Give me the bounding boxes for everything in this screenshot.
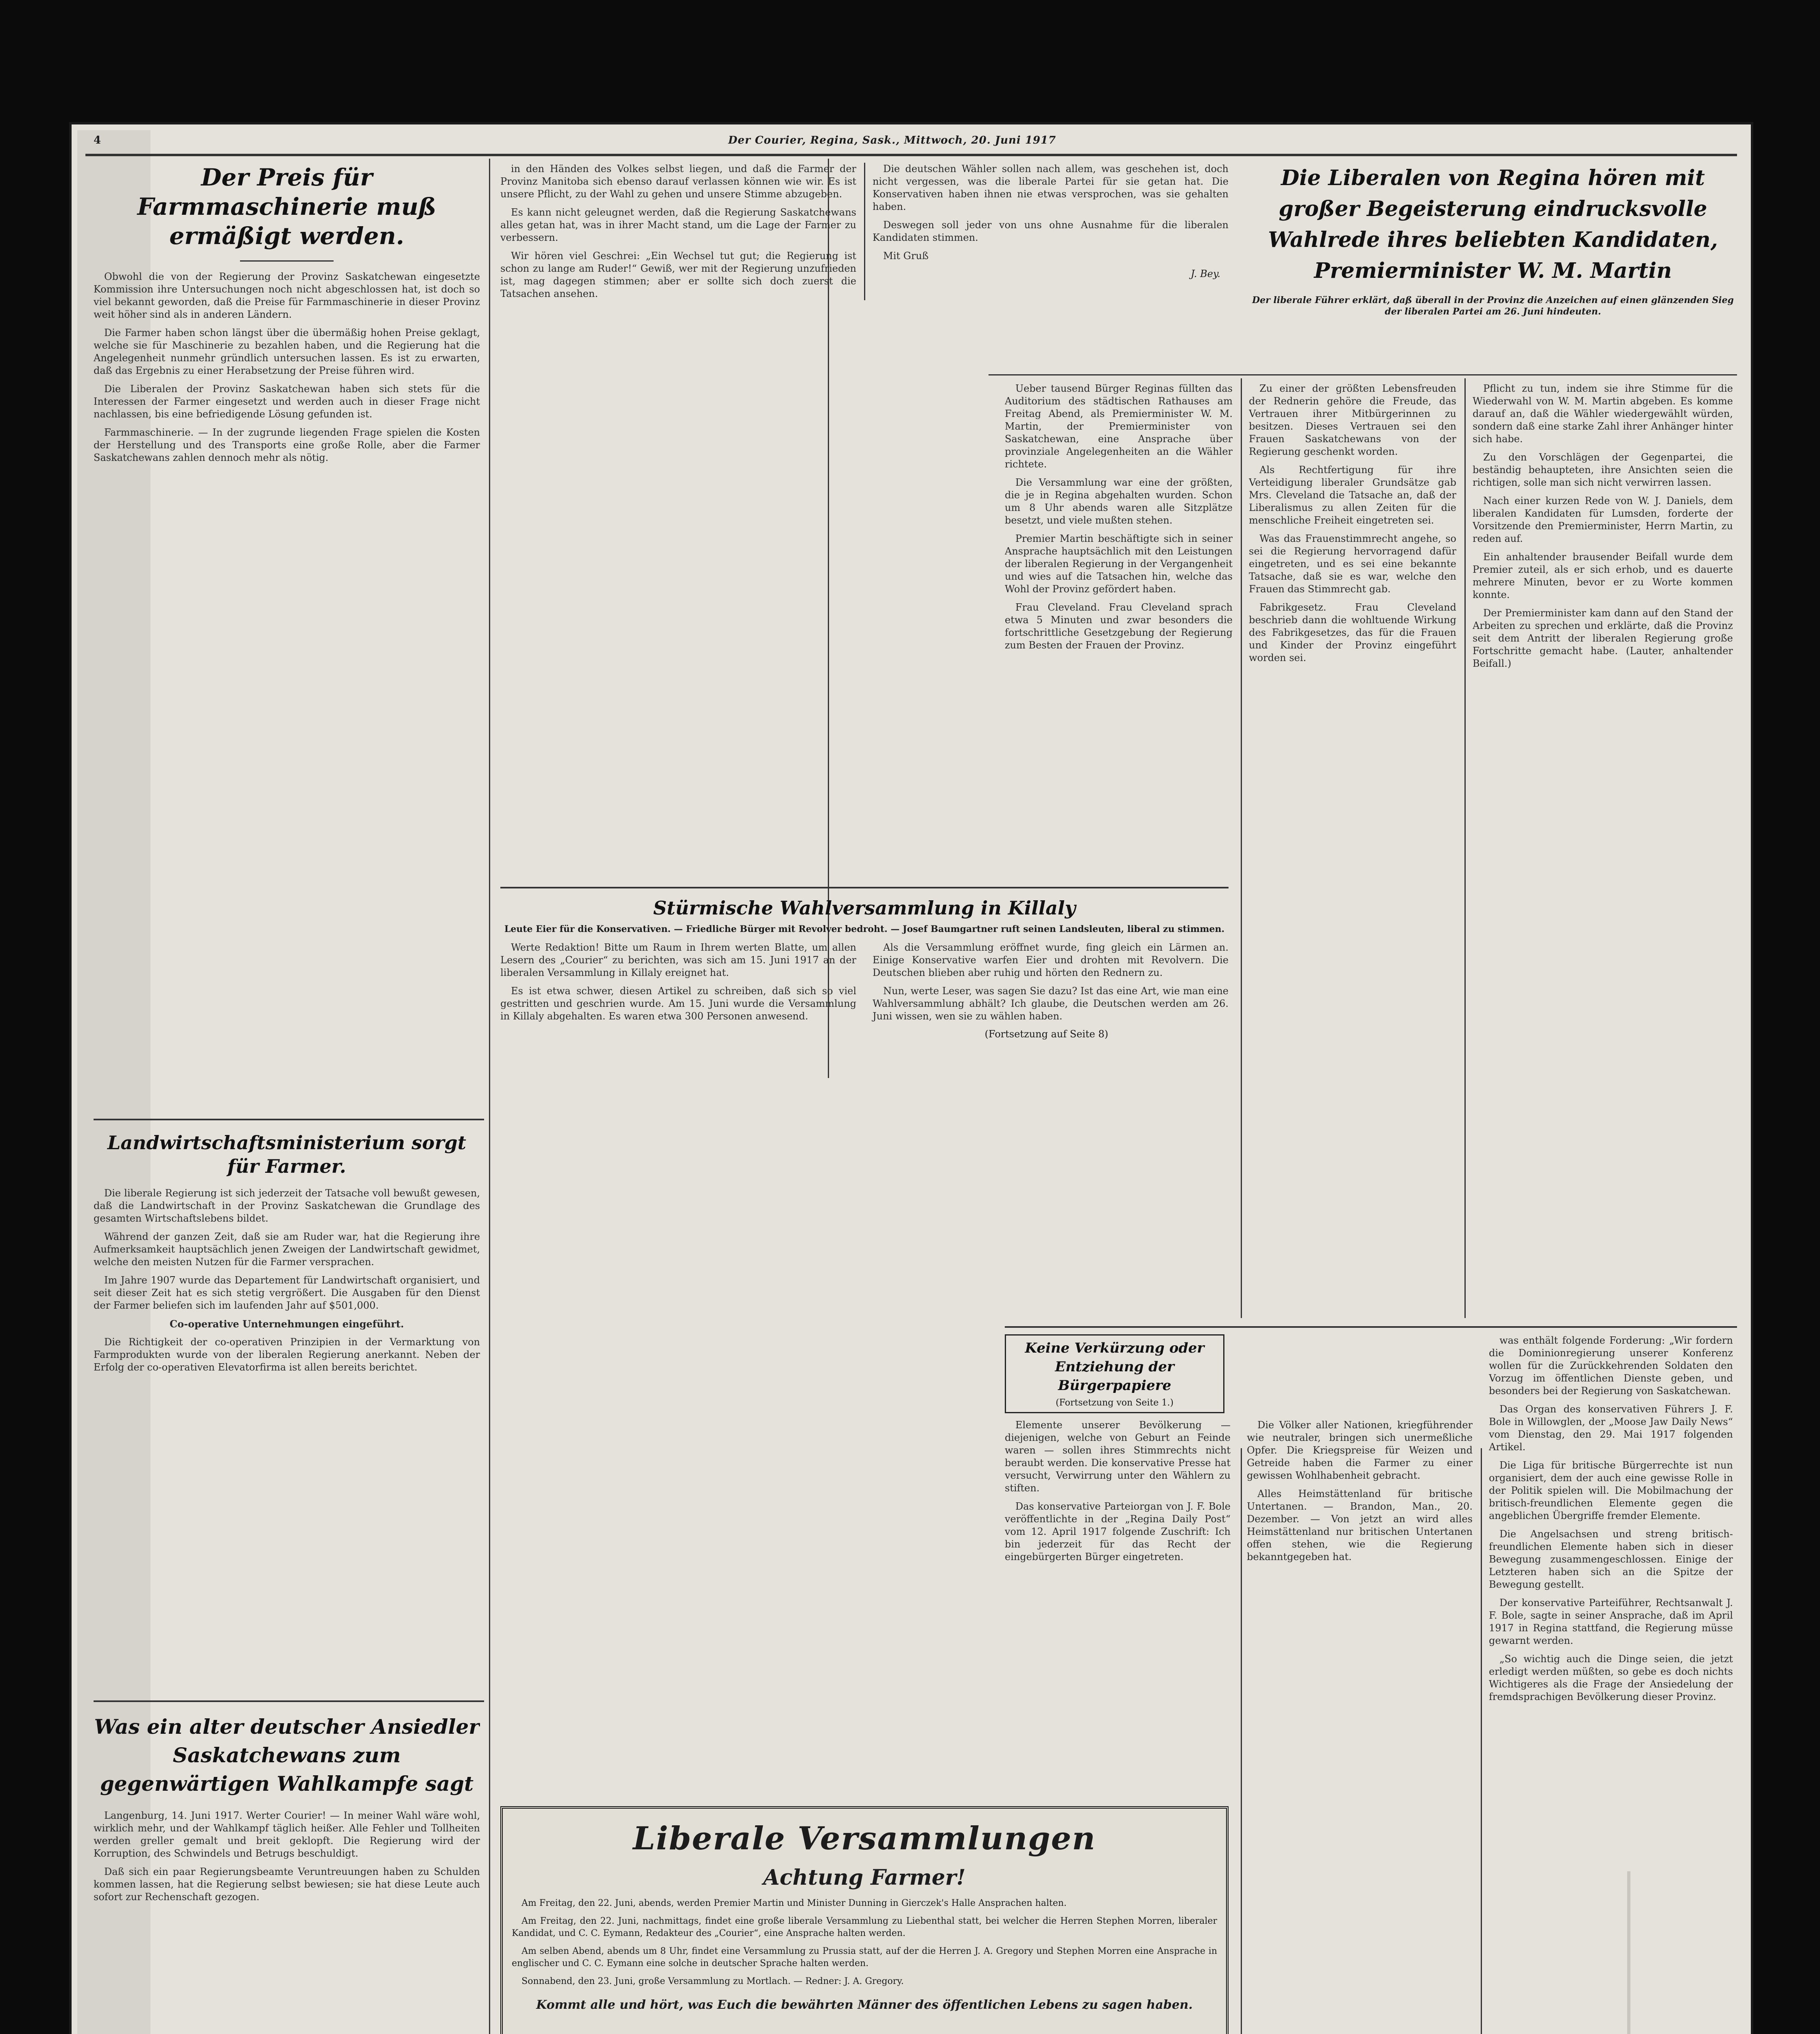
naturalization-article bbox=[1005, 1334, 1473, 2034]
paragraph: Nun, werte Leser, was sagen Sie dazu? Ist das eine Art, wie man eine Wahlversammlung abhält? Ich glaube, die Deutschen werden am 26. Juni wissen, wen sie zu wählen haben. bbox=[873, 985, 1229, 1022]
top-rule bbox=[85, 154, 1737, 156]
headline: Stürmische Wahlversammlung in Killaly bbox=[653, 897, 1076, 919]
paragraph: Das konservative Parteiorgan von J. F. Bole veröffentlichte in der „Regina Daily Post“ vom 12. April 1917 folgende Zuschrift: Ich bin jederzeit für das Recht der eingebürgerten Bürger eingetreten. bbox=[1005, 1501, 1231, 1563]
page-number: 4 bbox=[94, 134, 101, 146]
paragraph: was enthält folgende Forderung: „Wir fordern die Dominionregierung unserer Konferenz wollen für die Zurückkehrenden Soldaten den Vorzug im öffentlichen Dienste geben, und besonders bei der Regierung von Saskatchewan. bbox=[1489, 1335, 1733, 1397]
paragraph: „So wichtig auch die Dinge seien, die jetzt erledigt werden müßten, so gebe es doch nichts Wichtigeres als die Frage der Ansiedelung der fremdsprachigen Bevölkerung dieser Provinz. bbox=[1489, 1653, 1733, 1702]
paragraph: Langenburg, 14. Juni 1917. Werter Courier! — In meiner Wahl wäre wohl, wirklich mehr, und der Wahlkampf täglich heißer. Alle Fehler und Tollheiten werden greller gemalt und breit geklopft. Die Regierung wird der Korruption, des Schwindels und Betrugs beschuldigt. bbox=[94, 1810, 480, 1859]
settler-article bbox=[94, 1713, 480, 2034]
paragraph: Die Liga für britische Bürgerrechte ist nun organisiert, dem der auch eine gewisse Rolle in der Politik spielen will. Die Mobilmachung der britisch-freundlichen Elemente gegen die angeblichen Übergriffe fremder Elemente. bbox=[1489, 1460, 1733, 1521]
ministry-article bbox=[94, 1131, 480, 1652]
box-title: Liberale Versammlungen bbox=[633, 1820, 1096, 1857]
paragraph: Als die Versammlung eröffnet wurde, fing gleich ein Lärmen an. Einige Konservative warfen Eier und drohten mit Revolvern. Die Deutschen blieben aber ruhig und hörten den Rednern zu. bbox=[873, 942, 1229, 978]
column-rule bbox=[489, 159, 490, 2034]
paragraph: Obwohl die von der Regierung der Provinz Saskatchewan eingesetzte Kommission ihre Untersuchungen noch nicht abgeschlossen hat, ist doch so viel bekannt geworden, daß die Preise für Farmmaschinerie in dieser Provinz weit höher sind als in anderen Ländern. bbox=[94, 271, 480, 320]
paragraph: Premier Martin beschäftigte sich in seiner Ansprache hauptsächlich mit den Leistungen der liberalen Regierung in der Vergangenheit und wies auf die Tatsachen hin, welche das Wohl der Provinz gefördert haben. bbox=[1005, 533, 1233, 595]
paragraph: Was das Frauenstimmrecht angehe, so sei die Regierung hervorragend dafür eingetreten, und es sei eine bekannte Tatsache, daß sie es war, welche den Frauen das Stimmrecht gab. bbox=[1249, 533, 1456, 595]
farm-article bbox=[94, 163, 480, 1115]
paragraph: Wir hören viel Geschrei: „Ein Wechsel tut gut; die Regierung ist schon zu lange am Ruder!“ Gewiß, wer mit der Regierung unzufrieden ist, mag dagegen stimmen; aber er sollte sich doch zuerst die Tatsachen ansehen. bbox=[500, 250, 856, 299]
signature: J. Bey. bbox=[1191, 268, 1220, 279]
martin-col-3 bbox=[1473, 382, 1733, 1318]
headline: Landwirtschaftsministerium sorgt für Farmer. bbox=[107, 1132, 466, 1177]
subheading: Co-operative Unternehmungen eingeführt. bbox=[170, 1318, 404, 1330]
paragraph: Während der ganzen Zeit, daß sie am Ruder war, hat die Regierung ihre Aufmerksamkeit hauptsächlich jenen Zweigen der Landwirtschaft gewidmet, welche den meisten Nutzen für die Farmer versprachen. bbox=[94, 1231, 480, 1268]
divider bbox=[94, 1119, 484, 1120]
paragraph: Zu den Vorschlägen der Gegenpartei, die beständig behaupteten, ihre Ansichten seien die richtigen, solle man sich nicht verwirren lassen. bbox=[1473, 452, 1733, 488]
paragraph: Ein anhaltender brausender Beifall wurde dem Premier zuteil, als er sich erhob, und es dauerte mehrere Minuten, bevor er zu Worte kommen konnte. bbox=[1473, 551, 1733, 600]
paragraph: Alles Heimstättenland für britische Untertanen. — Brandon, Man., 20. Dezember. — Von jetzt an wird alles Heimstättenland nur britischen Untertanen offen stehen, wie die Regierung bekanntgegeben hat. bbox=[1247, 1488, 1473, 1563]
paragraph: Die Angelsachsen und streng britisch-freundlichen Elemente haben sich in dieser Bewegung zusammengeschlossen. Einige der Letzteren haben sich an die Spitze der Bewegung gestellt. bbox=[1489, 1528, 1733, 1590]
headline: Die Liberalen von Regina hören mit großer Begeisterung eindrucksvolle Wahlrede ihres beliebten Kandidaten, Premierminister W. M. Martin bbox=[1268, 166, 1718, 283]
paragraph: Nach einer kurzen Rede von W. J. Daniels, dem liberalen Kandidaten für Lumsden, forderte der Vorsitzende den Premierminister, Herrn Martin, zu reden auf. bbox=[1473, 495, 1733, 544]
headline-box bbox=[1005, 1334, 1224, 1413]
paragraph: Am selben Abend, abends um 8 Uhr, findet eine Versammlung zu Prussia statt, auf der die Herren J. A. Gregory und Stephen Morren eine Ansprache in englischer und C. C. Eymann eine solche in deutscher Sprache halten werden. bbox=[512, 1946, 1217, 1969]
paragraph: Elemente unserer Bevölkerung — diejenigen, welche von Geburt an Feinde waren — sollen ihres Stimmrechts nicht beraubt werden. Die konservative Presse hat versucht, Verwirrung unter den Wählern zu stiften. bbox=[1005, 1419, 1231, 1494]
paragraph: Die Richtigkeit der co-operativen Prinzipien in der Vermarktung von Farmprodukten wurde von der liberalen Regierung anerkannt. Neben der Erfolg der co-operativen Elevatorfirma ist allen bereits berichtet. bbox=[94, 1336, 480, 1373]
paragraph: Die deutschen Wähler sollen nach allem, was geschehen ist, doch nicht vergessen, was die liberale Partei für sie getan hat. Die Konservativen haben ihnen nie etwas versprochen, was sie gehalten haben. bbox=[873, 163, 1229, 212]
subhead: Leute Eier für die Konservativen. — Friedliche Bürger mit Revolver bedroht. — Josef Baumgartner ruft seinen Landsleuten, liberal zu stimmen. bbox=[504, 924, 1225, 934]
paragraph: Mit Gruß bbox=[883, 250, 929, 262]
paragraph: Als Rechtfertigung für ihre Verteidigung liberaler Grundsätze gab Mrs. Cleveland die Tatsache an, daß der Liberalismus zu allen Zeiten für die menschliche Freiheit eingetreten sei. bbox=[1249, 464, 1456, 526]
column-rule bbox=[1464, 378, 1466, 1318]
british-league-article bbox=[1489, 1334, 1733, 2034]
paragraph: Am Freitag, den 22. Juni, nachmittags, findet eine große liberale Versammlung zu Liebenthal statt, bei welcher die Herren Stephen Morren, liberaler Kandidat, und C. C. Eymann, Redakteur des „Courier“, eine Ansprache halten werden. bbox=[512, 1916, 1217, 1938]
paragraph: Es ist etwa schwer, diesen Artikel zu schreiben, daß sich so viel gestritten und geschrien wurde. Am 15. Juni wurde die Versammlung in Killaly abgehalten. Es waren etwa 300 Personen anwesend. bbox=[500, 985, 856, 1022]
headline: Was ein alter deutscher Ansiedler Saskatchewans zum gegenwärtigen Wahlkampfe sagt bbox=[94, 1715, 480, 1796]
column-rule bbox=[1241, 378, 1242, 1318]
paragraph: Die Versammlung war eine der größten, die je in Regina abgehalten wurden. Schon um 8 Uhr abends waren alle Sitzplätze besetzt, und viele mußten stehen. bbox=[1005, 477, 1233, 526]
divider bbox=[94, 1700, 484, 1702]
continued-note: (Fortsetzung auf Seite 8) bbox=[984, 1028, 1109, 1040]
paragraph: Am Freitag, den 22. Juni, abends, werden Premier Martin und Minister Dunning in Gierczek's Halle Ansprachen halten. bbox=[522, 1898, 1067, 1908]
paragraph: Die liberale Regierung ist sich jederzeit der Tatsache voll bewußt gewesen, daß die Landwirtschaft in der Provinz Saskatchewan die Grundlage des gesamten Wirtschaftslebens bildet. bbox=[94, 1187, 480, 1224]
masthead bbox=[94, 130, 1721, 151]
paragraph: Daß sich ein paar Regierungsbeamte Veruntreuungen haben zu Schulden kommen lassen, hat die Regierung selbst bewiesen; sie hat diese Leute auch sofort zur Rechenschaft gezogen. bbox=[94, 1866, 480, 1903]
paragraph: Sonnabend, den 23. Juni, große Versammlung zu Mortlach. — Redner: J. A. Gregory. bbox=[522, 1976, 904, 1986]
continued-note: (Fortsetzung von Seite 1.) bbox=[1056, 1398, 1174, 1408]
paragraph: Fabrikgesetz. Frau Cleveland beschrieb dann die wohltuende Wirkung des Fabrikgesetzes, das für die Frauen und Kinder der Provinz eingeführt worden sei. bbox=[1249, 602, 1456, 663]
paragraph: Pflicht zu tun, indem sie ihre Stimme für die Wiederwahl von W. M. Martin abgeben. Es komme darauf an, daß die Wähler wiedergewählt würden, sondern daß eine starke Zahl ihrer Anhänger hinter sich habe. bbox=[1473, 383, 1733, 445]
paragraph: Frau Cleveland. Frau Cleveland sprach etwa 5 Minuten und zwar besonders die fortschrittliche Gesetzgebung der Regierung zum Besten der Frauen der Provinz. bbox=[1005, 602, 1233, 651]
divider bbox=[989, 374, 1737, 375]
martin-article-head bbox=[1249, 163, 1737, 374]
paragraph: Zu einer der größten Lebensfreuden der Rednerin gehöre die Freude, das Vertrauen ihrer Mitbürgerinnen zu besitzen. Dieses Vertrauen sei den Frauen Saskatchewans von der Regierung geschenkt worden. bbox=[1249, 383, 1456, 457]
paragraph: Werte Redaktion! Bitte um Raum in Ihrem werten Blatte, um allen Lesern des „Courier“ zu berichten, was sich am 15. Juni 1917 an der liberalen Versammlung in Killaly ereignet hat. bbox=[500, 942, 856, 978]
box-closing: Kommt alle und hört, was Euch die bewährten Männer des öffentlichen Lebens zu sagen haben. bbox=[536, 1998, 1193, 2012]
divider bbox=[240, 260, 334, 262]
martin-col-1 bbox=[1005, 382, 1233, 1318]
divider bbox=[1005, 1326, 1737, 1328]
paragraph: Deswegen soll jeder von uns ohne Ausnahme für die liberalen Kandidaten stimmen. bbox=[873, 219, 1229, 243]
paragraph: Die Farmer haben schon längst über die übermäßig hohen Preise geklagt, welche sie für Maschinerie zu bezahlen haben, und die Regierung hat die Angelegenheit nunmehr gründlich untersuchen lassen. Es ist zu erwarten, daß das Ergebnis zu einer Herabsetzung der Preise führen wird. bbox=[94, 327, 480, 376]
newspaper-page bbox=[69, 122, 1753, 2034]
paragraph: Das Organ des konservativen Führers J. F. Bole in Willowglen, der „Moose Jaw Daily News“ vom Dienstag, den 29. Mai 1917 folgenden Artikel. bbox=[1489, 1403, 1733, 1453]
subhead: Der liberale Führer erklärt, daß überall in der Provinz die Anzeichen auf einen glänzenden Sieg der liberalen Partei am 26. Juni hindeuten. bbox=[1252, 295, 1734, 317]
headline: Der Preis für Farmmaschinerie muß ermäßigt werden. bbox=[137, 164, 436, 250]
paper-stain bbox=[77, 130, 151, 2034]
running-head: Der Courier, Regina, Sask., Mittwoch, 20. Juni 1917 bbox=[728, 134, 1056, 146]
paper-crease bbox=[1627, 1871, 1630, 2034]
paragraph: Es kann nicht geleugnet werden, daß die Regierung Saskatchewans alles getan hat, was in ihrer Macht stand, um die Lage der Farmer zu verbessern. bbox=[500, 207, 856, 243]
paragraph: Der Premierminister kam dann auf den Stand der Arbeiten zu sprechen und erklärte, daß die Provinz seit dem Antritt der liberalen Regierung große Fortschritte gemacht habe. (Lauter, anhaltender Beifall.) bbox=[1473, 607, 1733, 669]
paragraph: Die Liberalen der Provinz Saskatchewan haben sich stets für die Interessen der Farmer eingesetzt und werden auch in dieser Frage nicht nachlassen, bis eine befriedigende Lösung gefunden ist. bbox=[94, 383, 480, 420]
paragraph: Ueber tausend Bürger Reginas füllten das Auditorium des städtischen Rathauses am Freitag Abend, als Premierminister W. M. Martin, der Premierminister von Saskatchewan, eine Ansprache über provinziale Angelegenheiten an die Wähler richtete. bbox=[1005, 383, 1233, 470]
martin-col-2 bbox=[1249, 382, 1456, 1318]
headline: Keine Verkürzung oder Entziehung der Bürgerpapiere bbox=[1025, 1340, 1205, 1394]
paragraph: Farmmaschinerie. — In der zugrunde liegenden Frage spielen die Kosten der Herstellung und des Transports eine große Rolle, aber die Farmer Saskatchewans zahlen dennoch mehr als nötig. bbox=[94, 427, 480, 463]
column-rule bbox=[1481, 1448, 1482, 2034]
paragraph: in den Händen des Volkes selbst liegen, und daß die Farmer der Provinz Manitoba sich ebenso darauf verlassen können wie wir. Es ist unsere Pflicht, zu der Wahl zu gehen und unsere Stimme abzugeben. bbox=[500, 163, 856, 200]
paragraph: Die Völker aller Nationen, kriegführender wie neutraler, bringen sich unermeßliche Opfer. Die Kriegspreise für Weizen und Getreide haben die Farmer zu einer gewissen Wohlhabenheit gebracht. bbox=[1247, 1419, 1473, 1481]
paragraph: Der konservative Parteiführer, Rechtsanwalt J. F. Bole, sagte in seiner Ansprache, daß im April 1917 in Regina stattfand, die Regierung müsse gewarnt werden. bbox=[1489, 1597, 1733, 1646]
paragraph: Im Jahre 1907 wurde das Departement für Landwirtschaft organisiert, und seit dieser Zeit hat es sich stetig vergrößert. Die Ausgaben für den Dienst der Farmer beliefen sich im laufenden Jahr auf $501,000. bbox=[94, 1275, 480, 1311]
box-attention: Achtung Farmer! bbox=[763, 1865, 966, 1890]
